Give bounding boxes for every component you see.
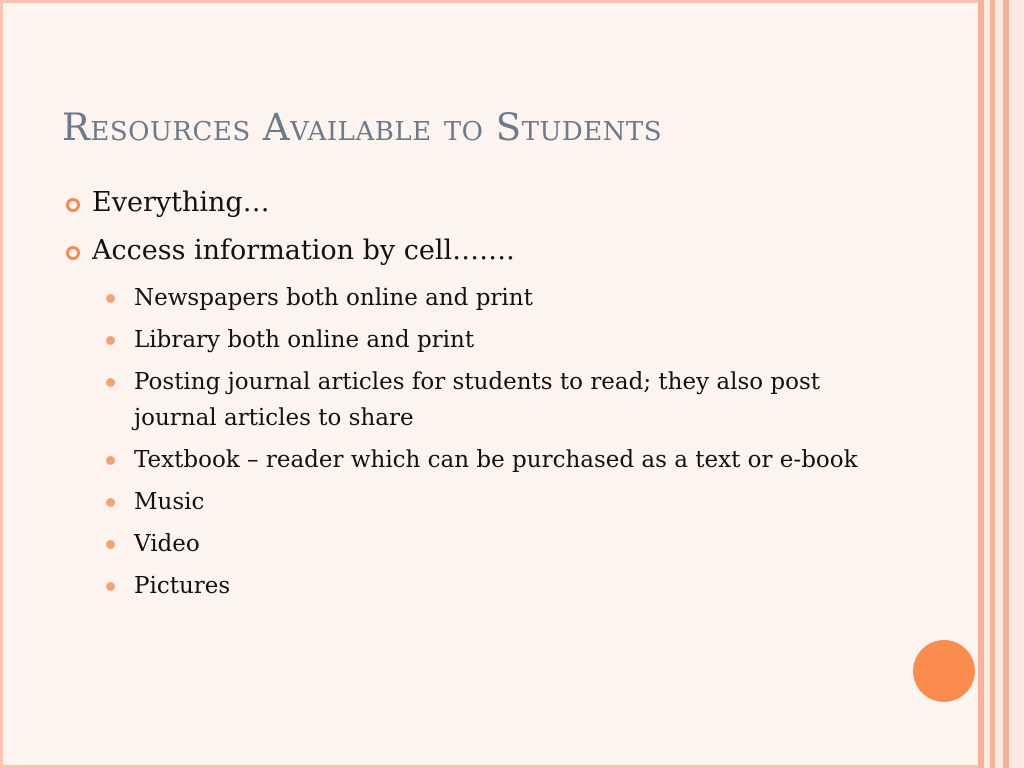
decor-stripe — [995, 0, 1003, 768]
decor-circle-icon — [913, 640, 975, 702]
sub-bullet-item — [64, 526, 894, 562]
sub-bullet-text: Library both online and print — [134, 327, 475, 353]
dot-bullet-icon — [106, 582, 115, 591]
dot-bullet-icon — [106, 336, 115, 345]
dot-bullet-icon — [106, 498, 115, 507]
sub-bullet-text: Music — [134, 489, 205, 515]
bullet-text: Access information by cell……. — [92, 235, 515, 266]
dot-bullet-icon — [106, 540, 115, 549]
sub-bullet-item — [64, 568, 894, 604]
sub-bullet-item — [64, 442, 894, 478]
decor-stripe — [1009, 0, 1024, 768]
sub-bullet-item — [64, 364, 894, 436]
bullet-item — [64, 186, 894, 220]
dot-bullet-icon — [106, 378, 115, 387]
slide-border-left — [0, 0, 3, 768]
dot-bullet-icon — [106, 294, 115, 303]
sub-bullet-text: Video — [134, 531, 200, 557]
bullet-text: Everything… — [92, 187, 270, 218]
ring-bullet-icon — [66, 198, 80, 212]
slide-body — [64, 186, 894, 610]
sub-bullet-text: Newspapers both online and print — [134, 285, 533, 311]
dot-bullet-icon — [106, 456, 115, 465]
sub-bullet-list — [64, 280, 894, 604]
slide-border-top — [0, 0, 980, 3]
sub-bullet-text: Textbook – reader which can be purchased as a text or e-book — [134, 447, 858, 473]
sub-bullet-item — [64, 484, 894, 520]
sub-bullet-item — [64, 322, 894, 358]
bullet-item — [64, 234, 894, 268]
ring-bullet-icon — [66, 246, 80, 260]
slide-title: Resources Available to Students — [62, 106, 663, 149]
sub-bullet-text: Posting journal articles for students to read; they also post journal articles to share — [134, 369, 821, 431]
sub-bullet-item — [64, 280, 894, 316]
sub-bullet-text: Pictures — [134, 573, 231, 599]
